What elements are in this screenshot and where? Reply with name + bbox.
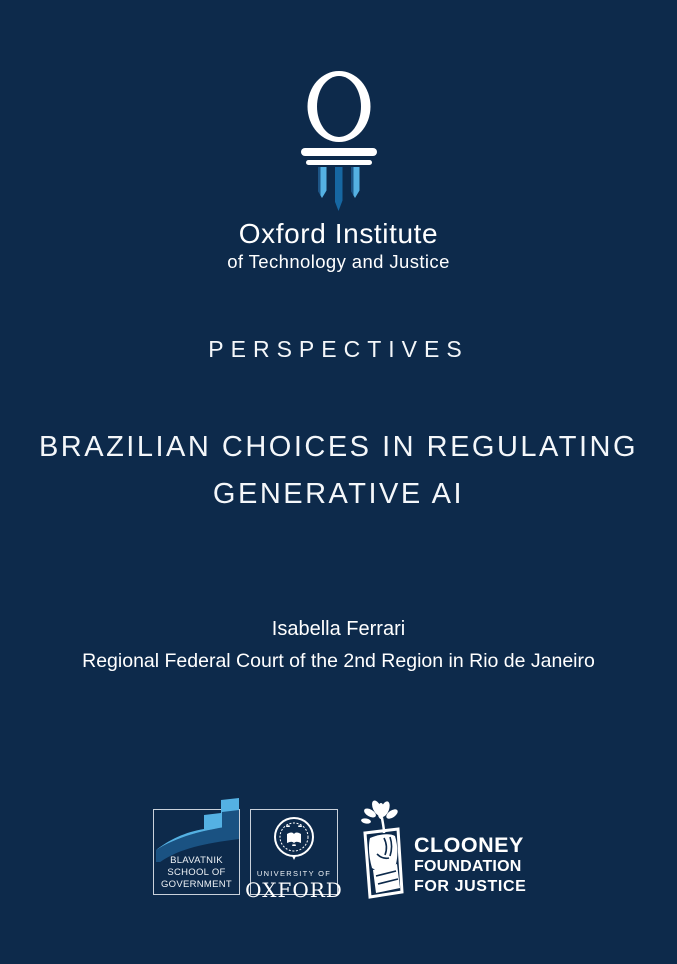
pillar-stripe-right	[351, 167, 360, 198]
clooney-line2: FOUNDATION	[414, 858, 522, 875]
institute-name: Oxford Institute	[238, 218, 439, 249]
oxford-crest-icon	[273, 816, 315, 867]
blavatnik-line1: BLAVATNIK	[170, 855, 223, 866]
oxford-university-of-label: UNIVERSITY OF	[256, 869, 332, 878]
oxford-wordmark: OXFORD	[245, 878, 343, 902]
author-name: Isabella Ferrari	[271, 618, 406, 640]
series-label: PERSPECTIVES	[208, 336, 469, 362]
column-capital-bar-top	[301, 148, 377, 156]
author-affiliation: Regional Federal Court of the 2nd Region in Rio de Janeiro	[82, 650, 595, 672]
clooney-line3: FOR JUSTICE	[414, 878, 527, 895]
institute-subtitle: of Technology and Justice	[227, 251, 450, 272]
blavatnik-line2: SCHOOL OF	[167, 867, 226, 878]
column-capital-bar-bottom	[306, 160, 372, 165]
clooney-fist-flower-icon	[357, 798, 407, 907]
blavatnik-logo-text	[153, 855, 240, 891]
clooney-line1: CLOONEY	[414, 833, 524, 857]
pillar-stripe-center	[335, 167, 343, 211]
clooney-wordmark	[414, 834, 526, 897]
pillar-stripe-left	[318, 167, 327, 198]
column-pillar-icon	[318, 167, 360, 211]
page-title	[0, 424, 677, 518]
oxford-institute-monogram-o-icon	[307, 70, 371, 148]
page-title-line1: BRAZILIAN CHOICES IN REGULATING	[38, 431, 639, 463]
oxford-logo-frame	[245, 809, 343, 902]
page-title-line2: GENERATIVE AI	[212, 478, 465, 510]
blavatnik-line3: GOVERNMENT	[160, 879, 233, 890]
